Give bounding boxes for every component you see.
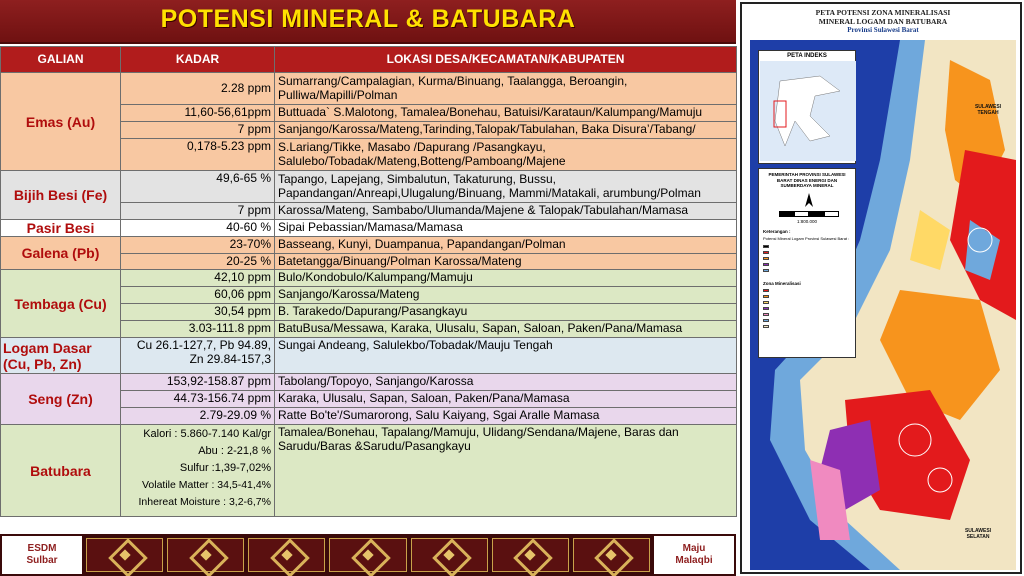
kadar-cell: 60,06 ppm xyxy=(121,287,275,304)
map-frame xyxy=(740,2,1022,574)
legend-swatch xyxy=(763,307,769,310)
lokasi-cell: Sumarrang/Campalagian, Kurma/Binuang, Taalangga, Beroangin, Pulliwa/Mapilli/Polman xyxy=(275,73,737,105)
lokasi-cell: B. Tarakedo/Dapurang/Pasangkayu xyxy=(275,304,737,321)
galian-seng: Seng (Zn) xyxy=(1,374,121,425)
lokasi-cell: Ratte Bo'te'/Sumarorong, Salu Kaiyang, Sgai Aralle Mamasa xyxy=(275,408,737,425)
mineral-table xyxy=(0,46,737,517)
legend-swatch xyxy=(763,251,769,254)
map-title-line3: Provinsi Sulawesi Barat xyxy=(847,26,919,34)
kadar-cell: 11,60-56,61ppm xyxy=(121,105,275,122)
column-header-lokasi: LOKASI DESA/KECAMATAN/KABUPATEN xyxy=(275,47,737,73)
table-row xyxy=(1,374,737,391)
legend-swatch xyxy=(763,269,769,272)
lokasi-cell: Karossa/Mateng, Sambabo/Ulumanda/Majene & Talopak/Tabulahan/Mamasa xyxy=(275,203,737,220)
moisture-value: Inhereat Moisture : 3,2-6,7% xyxy=(138,496,271,508)
kadar-cell: 3.03-111.8 ppm xyxy=(121,321,275,338)
lokasi-cell: Karaka, Ulusalu, Sapan, Saloan, Paken/Pana/Mamasa xyxy=(275,391,737,408)
volatile-matter-value: Volatile Matter : 34,5-41,4% xyxy=(142,479,271,491)
ornament-motif xyxy=(86,538,163,572)
esdm-logo xyxy=(2,536,82,574)
ornament-motif xyxy=(248,538,325,572)
kadar-cell: 0,178-5.23 ppm xyxy=(121,139,275,171)
lokasi-cell: Tamalea/Bonehau, Tapalang/Mamuju, Ulidang/Sendana/Majene, Baras dan Sarudu/Baras &Sarudu/Pasangkayu xyxy=(275,425,737,517)
kadar-cell: 49,6-65 % xyxy=(121,171,275,203)
legend-box xyxy=(758,168,856,358)
kadar-cell: 44.73-156.74 ppm xyxy=(121,391,275,408)
lokasi-cell: S.Lariang/Tikke, Masabo /Dapurang /Pasangkayu, Salulebo/Tobadak/Mateng,Botteng/Pamboang/Majene xyxy=(275,139,737,171)
lokasi-cell: Sanjango/Karossa/Mateng,Tarinding,Talopak/Tabulahan, Baka Disura’/Tabang/ xyxy=(275,122,737,139)
kadar-cell: 7 ppm xyxy=(121,122,275,139)
abu-value: Abu : 2-21,8 % xyxy=(198,445,271,457)
page-title: POTENSI MINERAL & BATUBARA xyxy=(160,5,576,33)
kadar-cell: 2.79-29.09 % xyxy=(121,408,275,425)
lokasi-cell: Sipai Pebassian/Mamasa/Mamasa xyxy=(275,220,737,237)
galian-logam-dasar: Logam Dasar (Cu, Pb, Zn) xyxy=(1,338,121,374)
kadar-cell: 42,10 ppm xyxy=(121,270,275,287)
kadar-cell: 30,54 ppm xyxy=(121,304,275,321)
batubara-kadar-cell xyxy=(121,425,275,517)
label-sulawesi-tengah: SULAWESI TENGAH xyxy=(974,104,1002,116)
legend-swatch xyxy=(763,245,769,248)
lokasi-cell: Bulo/Kondobulo/Kalumpang/Mamuju xyxy=(275,270,737,287)
mineral-map-panel xyxy=(740,2,1024,576)
table-row xyxy=(1,73,737,105)
ornament-motif xyxy=(167,538,244,572)
legend-swatch xyxy=(763,295,769,298)
lokasi-cell: Batetangga/Binuang/Polman Karossa/Mateng xyxy=(275,253,737,270)
legend-swatch xyxy=(763,319,769,322)
ornament-motif xyxy=(411,538,488,572)
legend-subtitle: Potensi Mineral Logam Provinsi Sulawesi Barat : xyxy=(763,236,850,241)
legend-swatch xyxy=(763,257,769,260)
table-row xyxy=(1,270,737,287)
lokasi-cell: BatuBusa/Messawa, Karaka, Ulusalu, Sapan, Saloan, Paken/Pana/Mamasa xyxy=(275,321,737,338)
table-row xyxy=(1,237,737,254)
kadar-cell: 153,92-158.87 ppm xyxy=(121,374,275,391)
scale-text: 1:800.000 xyxy=(796,219,818,224)
galian-emas: Emas (Au) xyxy=(1,73,121,171)
index-map-box xyxy=(758,50,856,164)
map-title xyxy=(750,8,1016,36)
map-title-line2: MINERAL LOGAM DAN BATUBARA xyxy=(818,17,948,26)
table-row xyxy=(1,338,737,374)
esdm-logo-line1: ESDM xyxy=(27,543,57,554)
footer-band xyxy=(0,534,736,576)
map-title-line1: PETA POTENSI ZONA MINERALISASI xyxy=(815,8,951,17)
ornament-motif xyxy=(492,538,569,572)
legend-swatch xyxy=(763,325,769,328)
lokasi-cell: Tabolang/Topoyo, Sanjango/Karossa xyxy=(275,374,737,391)
galian-pasir-besi: Pasir Besi xyxy=(1,220,121,237)
legend-swatch xyxy=(763,313,769,316)
ornament-motif xyxy=(573,538,650,572)
lokasi-cell: Buttuada` S.Malotong, Tamalea/Bonehau, Batuisi/Karataun/Kalumpang/Mamuju xyxy=(275,105,737,122)
column-header-galian: GALIAN xyxy=(1,47,121,73)
galian-batubara: Batubara xyxy=(1,425,121,517)
institution-text: PEMERINTAH PROVINSI SULAWESI BARAT DINAS ENERGI DAN SUMBERDAYA MINERAL xyxy=(768,172,846,188)
galian-bijih-besi: Bijih Besi (Fe) xyxy=(1,171,121,220)
kadar-cell: 2.28 ppm xyxy=(121,73,275,105)
label-sulawesi-selatan: SULAWESI SELATAN xyxy=(964,528,992,540)
index-map-graphic xyxy=(760,61,856,161)
maju-malaqbi-logo xyxy=(654,536,734,574)
galian-galena: Galena (Pb) xyxy=(1,237,121,270)
ornament-motif xyxy=(329,538,406,572)
legend-heading: Keterangan : xyxy=(763,229,791,234)
table-row xyxy=(1,220,737,237)
kadar-cell: 23-70% xyxy=(121,237,275,254)
scale-bar xyxy=(779,211,839,217)
column-header-kadar: KADAR xyxy=(121,47,275,73)
legend-swatch xyxy=(763,289,769,292)
table-row xyxy=(1,425,737,517)
zone-heading: Zona Mineralisasi xyxy=(763,281,801,286)
esdm-logo-line2: Sulbar xyxy=(26,555,58,566)
lokasi-cell: Sungai Andeang, Salulekbo/Tobadak/Mauju Tengah xyxy=(275,338,737,374)
kadar-cell: Cu 26.1-127,7, Pb 94.89, Zn 29.84-157,3 xyxy=(121,338,275,374)
title-bar xyxy=(0,0,736,44)
table-header-row xyxy=(1,47,737,73)
galian-tembaga: Tembaga (Cu) xyxy=(1,270,121,338)
index-map-title: PETA INDEKS xyxy=(787,53,827,59)
kadar-cell: 7 ppm xyxy=(121,203,275,220)
sulfur-value: Sulfur :1,39-7,02% xyxy=(179,462,271,474)
map-area xyxy=(750,40,1016,570)
table-row xyxy=(1,171,737,203)
kadar-cell: 40-60 % xyxy=(121,220,275,237)
malaqbi-line: Malaqbi xyxy=(675,555,713,566)
ornament-pattern xyxy=(84,538,652,572)
lokasi-cell: Basseang, Kunyi, Duampanua, Papandangan/Polman xyxy=(275,237,737,254)
lokasi-cell: Sanjango/Karossa/Mateng xyxy=(275,287,737,304)
kadar-cell: 20-25 % xyxy=(121,253,275,270)
north-arrow-icon xyxy=(805,193,813,207)
legend-swatch xyxy=(763,301,769,304)
kalori-value: Kalori : 5.860-7.140 Kal/gr xyxy=(143,428,271,440)
lokasi-cell: Tapango, Lapejang, Simbalutun, Takaturung, Bussu, Papandangan/Anreapi,Ulugalung/Binuang, Mammi/Matakali, arumbung/Polman xyxy=(275,171,737,203)
legend-swatch xyxy=(763,263,769,266)
maju-line: Maju xyxy=(682,543,706,554)
